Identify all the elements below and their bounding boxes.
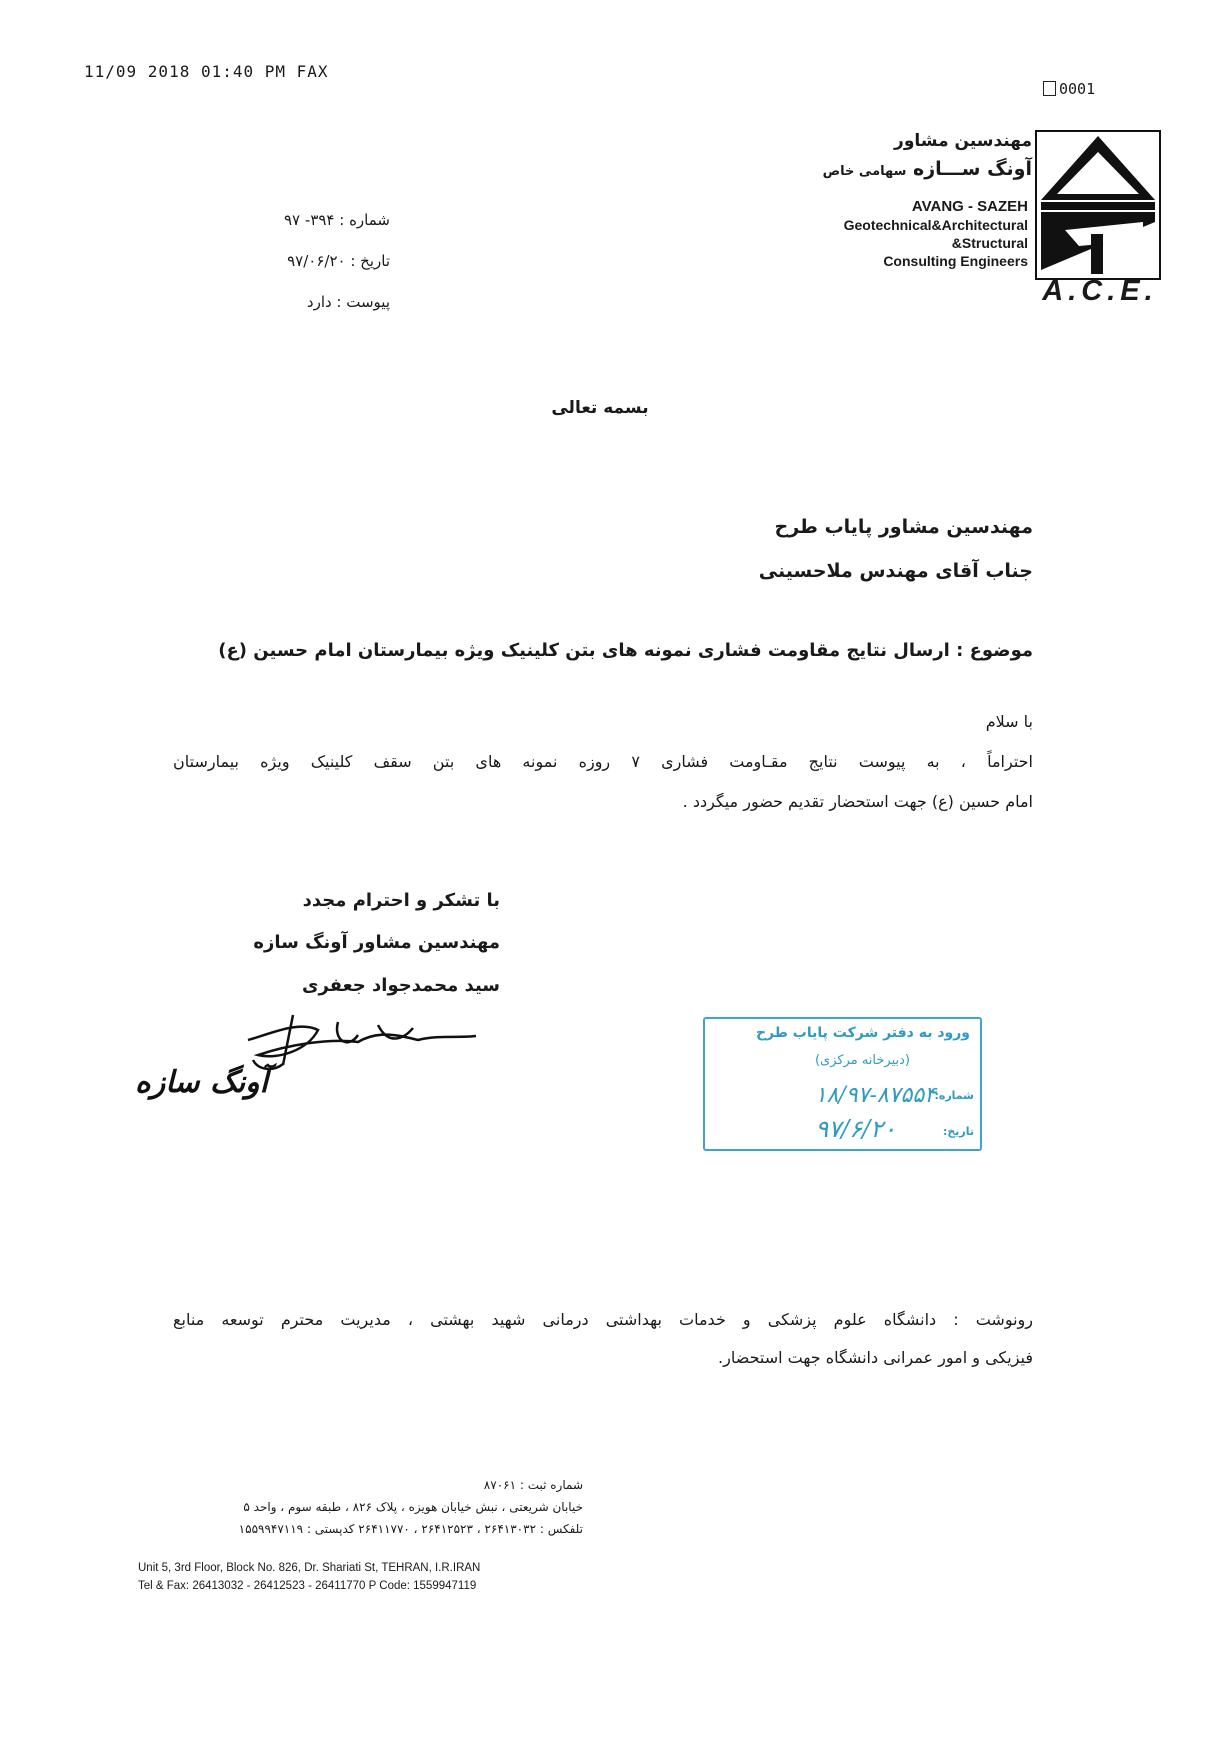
- company-name-en-block: [728, 198, 1028, 270]
- company-name-en: AVANG - SAZEH: [911, 198, 1028, 215]
- signature-text: آونگ سازه: [135, 1065, 268, 1100]
- company-type-fa: سهامی خاص: [822, 164, 907, 179]
- footer-registration: شماره ثبت : ۸۷۰۶۱: [483, 1478, 583, 1492]
- closing-line1: با تشکر و احترام مجدد: [302, 890, 500, 911]
- letter-date: تاریخ : ۹۷/۰۶/۲۰: [287, 252, 390, 270]
- company-desc-en-line2: Geotechnical&Architectural: [843, 217, 1028, 233]
- received-stamp: [703, 1017, 982, 1151]
- company-desc-en-line4: Consulting Engineers: [883, 253, 1028, 269]
- signatory-name: سید محمدجواد جعفری: [301, 975, 500, 996]
- company-name-fa-line2: [672, 158, 1032, 180]
- letter-number: شماره : ۳۹۴- ۹۷: [284, 211, 390, 229]
- stamp-subtitle: (دبیرخانه مرکزی): [814, 1053, 910, 1068]
- stamp-number-label: شماره:: [934, 1089, 974, 1102]
- footer-address-en: Unit 5, 3rd Floor, Block No. 826, Dr. Shariati St, TEHRAN, I.R.IRAN: [138, 1562, 481, 1574]
- stamp-date-label: تاریخ:: [942, 1125, 974, 1138]
- recipient-company: مهندسین مشاور پایاب طرح: [774, 516, 1033, 538]
- company-name-fa-main: آونگ ســـازه: [913, 158, 1032, 180]
- letter-greeting: با سلام: [985, 712, 1033, 731]
- letter-body-line1: احتراماً ، به پیوست نتایج مقـاومت فشاری ۷ روزه نمونه های بتن سقف کلینیک ویژه بیمارستان: [173, 752, 1033, 771]
- page-counter-value: 0001: [1059, 80, 1096, 98]
- company-name-fa-line1: مهندسین مشاور: [894, 131, 1032, 151]
- fax-transmission-header: 11/09 2018 01:40 PM FAX: [84, 62, 329, 81]
- footer-address-fa: خیابان شریعتی ، نبش خیابان هویزه ، پلاک ۸۲۶ ، طبقه سوم ، واحد ۵: [243, 1500, 583, 1514]
- company-desc-en-line3: &Structural: [951, 235, 1028, 251]
- cc-line1: رونوشت : دانشگاه علوم پزشکی و خدمات بهداشتی درمانی شهید بهشتی ، مدیریت محترم توسعه منابع: [173, 1310, 1033, 1329]
- cc-line2: فیزیکی و امور عمرانی دانشگاه جهت استحضار.: [718, 1348, 1033, 1367]
- fax-page-icon: [1043, 81, 1056, 96]
- salutation: بسمه تعالی: [551, 398, 649, 418]
- letter-body-line2: امام حسین (ع) جهت استحضار تقدیم حضور میگردد .: [682, 792, 1033, 811]
- letter-meta: [160, 200, 390, 323]
- footer-phone-fa: تلفکس : ۲۶۴۱۳۰۳۲ ، ۲۶۴۱۲۵۲۳ ، ۲۶۴۱۱۷۷۰ کدپستی : ۱۵۵۹۹۴۷۱۱۹: [238, 1522, 583, 1536]
- letter-subject: موضوع : ارسال نتایج مقاومت فشاری نمونه های بتن کلینیک ویژه بیمارستان امام حسین (ع): [218, 640, 1033, 661]
- handwritten-signature: [135, 1000, 478, 1100]
- recipient-person: جناب آقای مهندس ملاحسینی: [758, 560, 1033, 582]
- fax-page-counter: [1043, 80, 1095, 98]
- letter-attachment: پیوست : دارد: [306, 293, 390, 311]
- company-logo-text: A.C.E.: [1042, 275, 1158, 307]
- stamp-date-value: ۹۷/۶/۲۰: [815, 1115, 896, 1143]
- stamp-number-value: ۱۸/۹۷-۸۷۵۵۴: [814, 1083, 936, 1108]
- closing-line2: مهندسین مشاور آونگ سازه: [253, 932, 500, 953]
- footer-phone-en: Tel & Fax: 26413032 - 26412523 - 26411770 P Code: 1559947119: [138, 1580, 477, 1592]
- stamp-title: ورود به دفتر شرکت پایاب طرح: [755, 1025, 970, 1041]
- company-logo-icon: [1035, 130, 1161, 280]
